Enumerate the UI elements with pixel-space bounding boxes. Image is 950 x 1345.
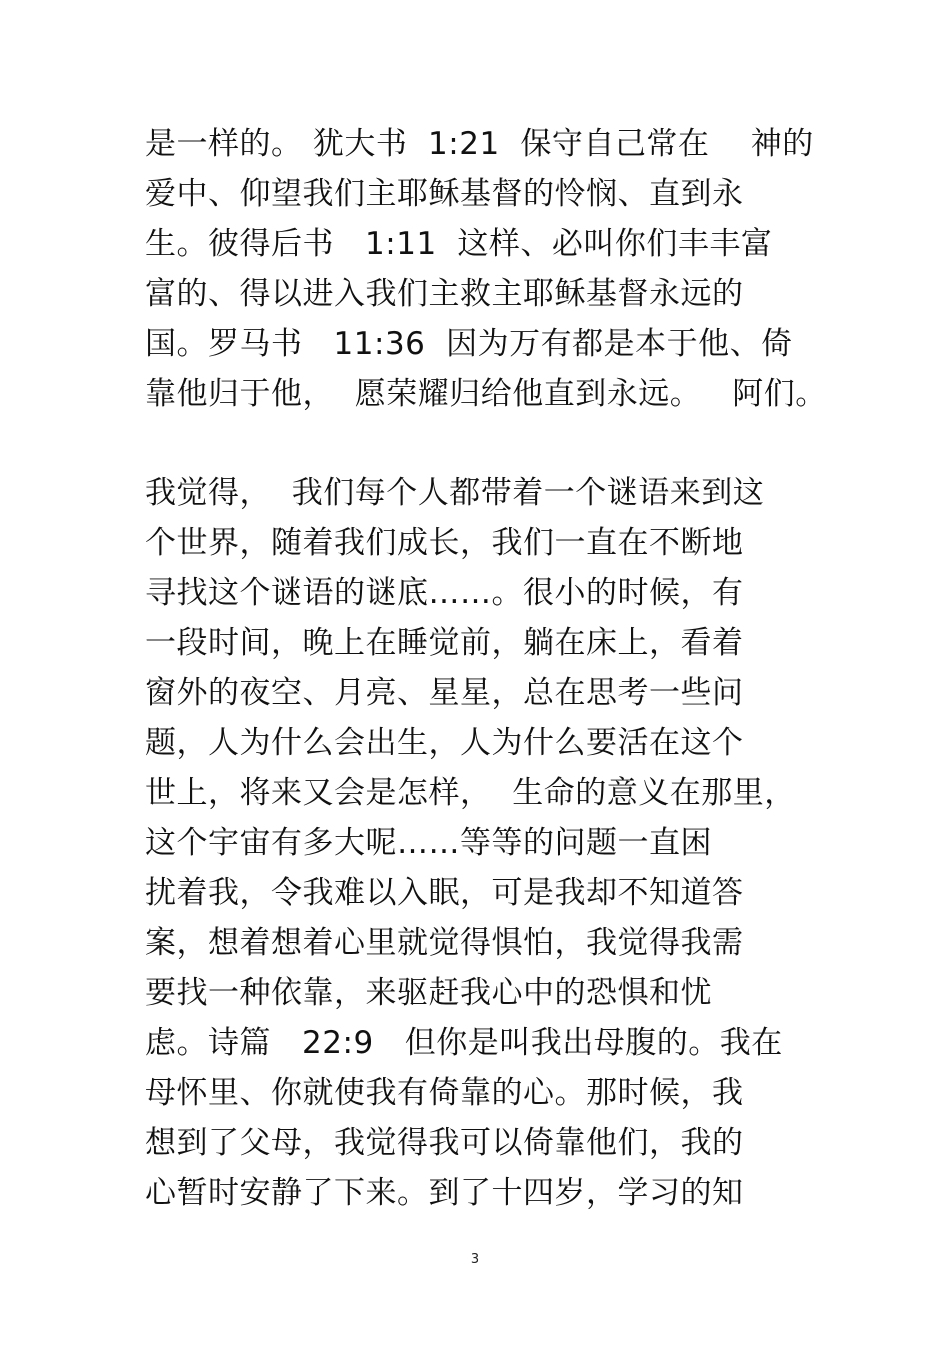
- text-line: 我觉得， 我们每个人都带着一个谜语来到这: [145, 475, 765, 511]
- text-line: 国。罗马书 11:36 因为万有都是本于他、倚: [145, 326, 793, 362]
- text-line: 题，人为什么会出生，人为什么要活在这个: [145, 725, 744, 761]
- text-line: 生。彼得后书 1:11 这样、必叫你们丰丰富: [145, 226, 773, 262]
- text-line: 富的、得以进入我们主救主耶稣基督永远的: [145, 276, 744, 312]
- page-number: 3: [470, 1252, 480, 1267]
- text-line: 爱中、仰望我们主耶稣基督的怜悯、直到永: [145, 176, 744, 212]
- text-line: 心暂时安静了下来。到了十四岁，学习的知: [145, 1175, 744, 1211]
- text-line: 母怀里、你就使我有倚靠的心。那时候，我: [145, 1075, 744, 1111]
- text-line: 窗外的夜空、月亮、星星，总在思考一些问: [145, 675, 744, 711]
- text-line: 一段时间，晚上在睡觉前，躺在床上，看着: [145, 625, 744, 661]
- text-line: 世上，将来又会是怎样， 生命的意义在那里，: [145, 775, 796, 811]
- text-line: 个世界，随着我们成长，我们一直在不断地: [145, 525, 744, 561]
- text-line: 扰着我，令我难以入眠，可是我却不知道答: [145, 875, 744, 911]
- text-line: 这个宇宙有多大呢……等等的问题一直困: [145, 825, 712, 861]
- text-line: 靠他归于他， 愿荣耀归给他直到永远。 阿们。: [145, 376, 827, 412]
- text-line: 要找一种依靠，来驱赶我心中的恐惧和忧: [145, 975, 712, 1011]
- text-line: 是一样的。 犹大书 1:21 保守自己常在 神的: [145, 126, 814, 162]
- text-line: 寻找这个谜语的谜底……。很小的时候，有: [145, 575, 744, 611]
- text-line: 想到了父母，我觉得我可以倚靠他们，我的: [145, 1125, 744, 1161]
- text-line: 案，想着想着心里就觉得惧怕，我觉得我需: [145, 925, 744, 961]
- text-line: 虑。诗篇 22:9 但你是叫我出母腹的。我在: [145, 1025, 783, 1061]
